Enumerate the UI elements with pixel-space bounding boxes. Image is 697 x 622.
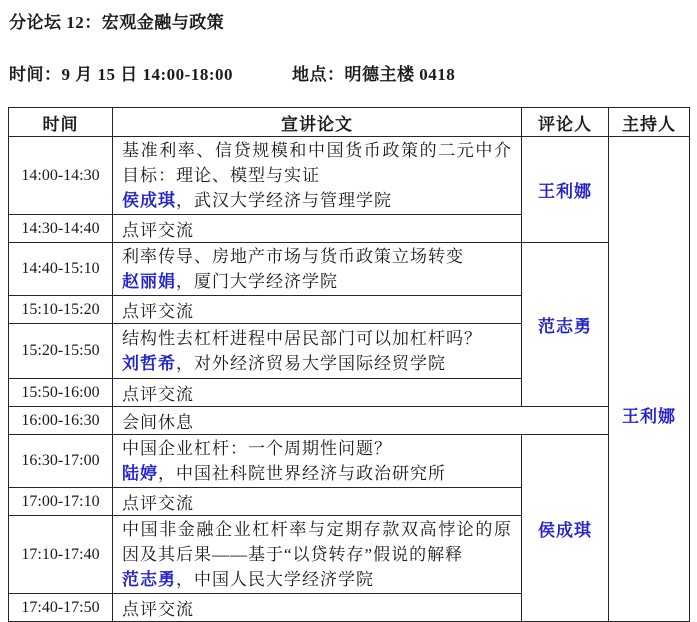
time-cell: 14:00-14:30 <box>9 137 113 215</box>
header-row <box>9 108 690 137</box>
session-location-label: 地点：明德主楼 0418 <box>291 65 456 84</box>
paper-title: 结构性去杠杆进程中居民部门可以加杠杆吗？ <box>122 329 482 348</box>
speaker-affiliation: ，中国人民大学经济学院 <box>176 570 374 589</box>
session-info <box>9 60 455 85</box>
table-row <box>9 243 690 296</box>
table-row <box>9 137 690 215</box>
time-cell: 17:40-17:50 <box>9 594 113 622</box>
paper-cell <box>113 435 522 488</box>
commentator-name: 侯成琪 <box>522 435 609 622</box>
paper-title: 中国企业杠杆：一个周期性问题？ <box>122 439 392 458</box>
header-commentator: 评论人 <box>522 108 609 137</box>
header-chair: 主持人 <box>609 108 690 137</box>
time-cell: 16:00-16:30 <box>9 407 113 435</box>
time-cell: 15:20-15:50 <box>9 324 113 379</box>
discussion-label: 点评交流 <box>113 488 522 516</box>
table-row <box>9 435 690 488</box>
speaker-line <box>122 461 512 486</box>
paper-cell <box>113 516 522 594</box>
speaker-name: 陆婷 <box>122 464 158 483</box>
speaker-name: 赵丽娟 <box>122 272 176 291</box>
speaker-line <box>122 188 512 213</box>
paper-cell <box>113 243 522 296</box>
time-cell: 17:00-17:10 <box>9 488 113 516</box>
header-paper: 宣讲论文 <box>113 108 522 137</box>
chair-name: 王利娜 <box>622 406 676 426</box>
commentator-name: 王利娜 <box>522 137 609 243</box>
page-title: 分论坛 12：宏观金融与政策 <box>9 13 225 32</box>
time-cell: 15:50-16:00 <box>9 379 113 407</box>
speaker-name: 侯成琪 <box>122 191 176 210</box>
table-row <box>9 407 690 435</box>
break-label: 会间休息 <box>113 407 609 435</box>
commentator-name: 范志勇 <box>522 243 609 407</box>
time-cell: 14:30-14:40 <box>9 215 113 243</box>
session-time-label: 时间：9 月 15 日 14:00-18:00 <box>9 65 233 84</box>
speaker-affiliation: ，对外经济贸易大学国际经贸学院 <box>176 354 446 373</box>
speaker-line <box>122 567 512 592</box>
speaker-line <box>122 269 512 294</box>
schedule-table <box>8 107 690 622</box>
speaker-affiliation: ，中国社科院世界经济与政治研究所 <box>158 464 446 483</box>
time-cell: 17:10-17:40 <box>9 516 113 594</box>
chair-cell <box>609 137 690 622</box>
speaker-affiliation: ，厦门大学经济学院 <box>176 272 338 291</box>
speaker-name: 刘哲希 <box>122 354 176 373</box>
speaker-name: 范志勇 <box>122 570 176 589</box>
time-cell: 16:30-17:00 <box>9 435 113 488</box>
speaker-line <box>122 351 512 376</box>
discussion-label: 点评交流 <box>113 379 522 407</box>
paper-title: 基准利率、信贷规模和中国货币政策的二元中介目标：理论、模型与实证 <box>122 141 512 185</box>
paper-cell <box>113 324 522 379</box>
time-cell: 15:10-15:20 <box>9 296 113 324</box>
header-time: 时间 <box>9 108 113 137</box>
speaker-affiliation: ，武汉大学经济与管理学院 <box>176 191 392 210</box>
time-cell: 14:40-15:10 <box>9 243 113 296</box>
discussion-label: 点评交流 <box>113 215 522 243</box>
paper-title: 利率传导、房地产市场与货币政策立场转变 <box>122 247 464 266</box>
discussion-label: 点评交流 <box>113 594 522 622</box>
paper-cell <box>113 137 522 215</box>
discussion-label: 点评交流 <box>113 296 522 324</box>
paper-title: 中国非金融企业杠杆率与定期存款双高悖论的原因及其后果——基于“以贷转存”假说的解释 <box>122 520 512 564</box>
